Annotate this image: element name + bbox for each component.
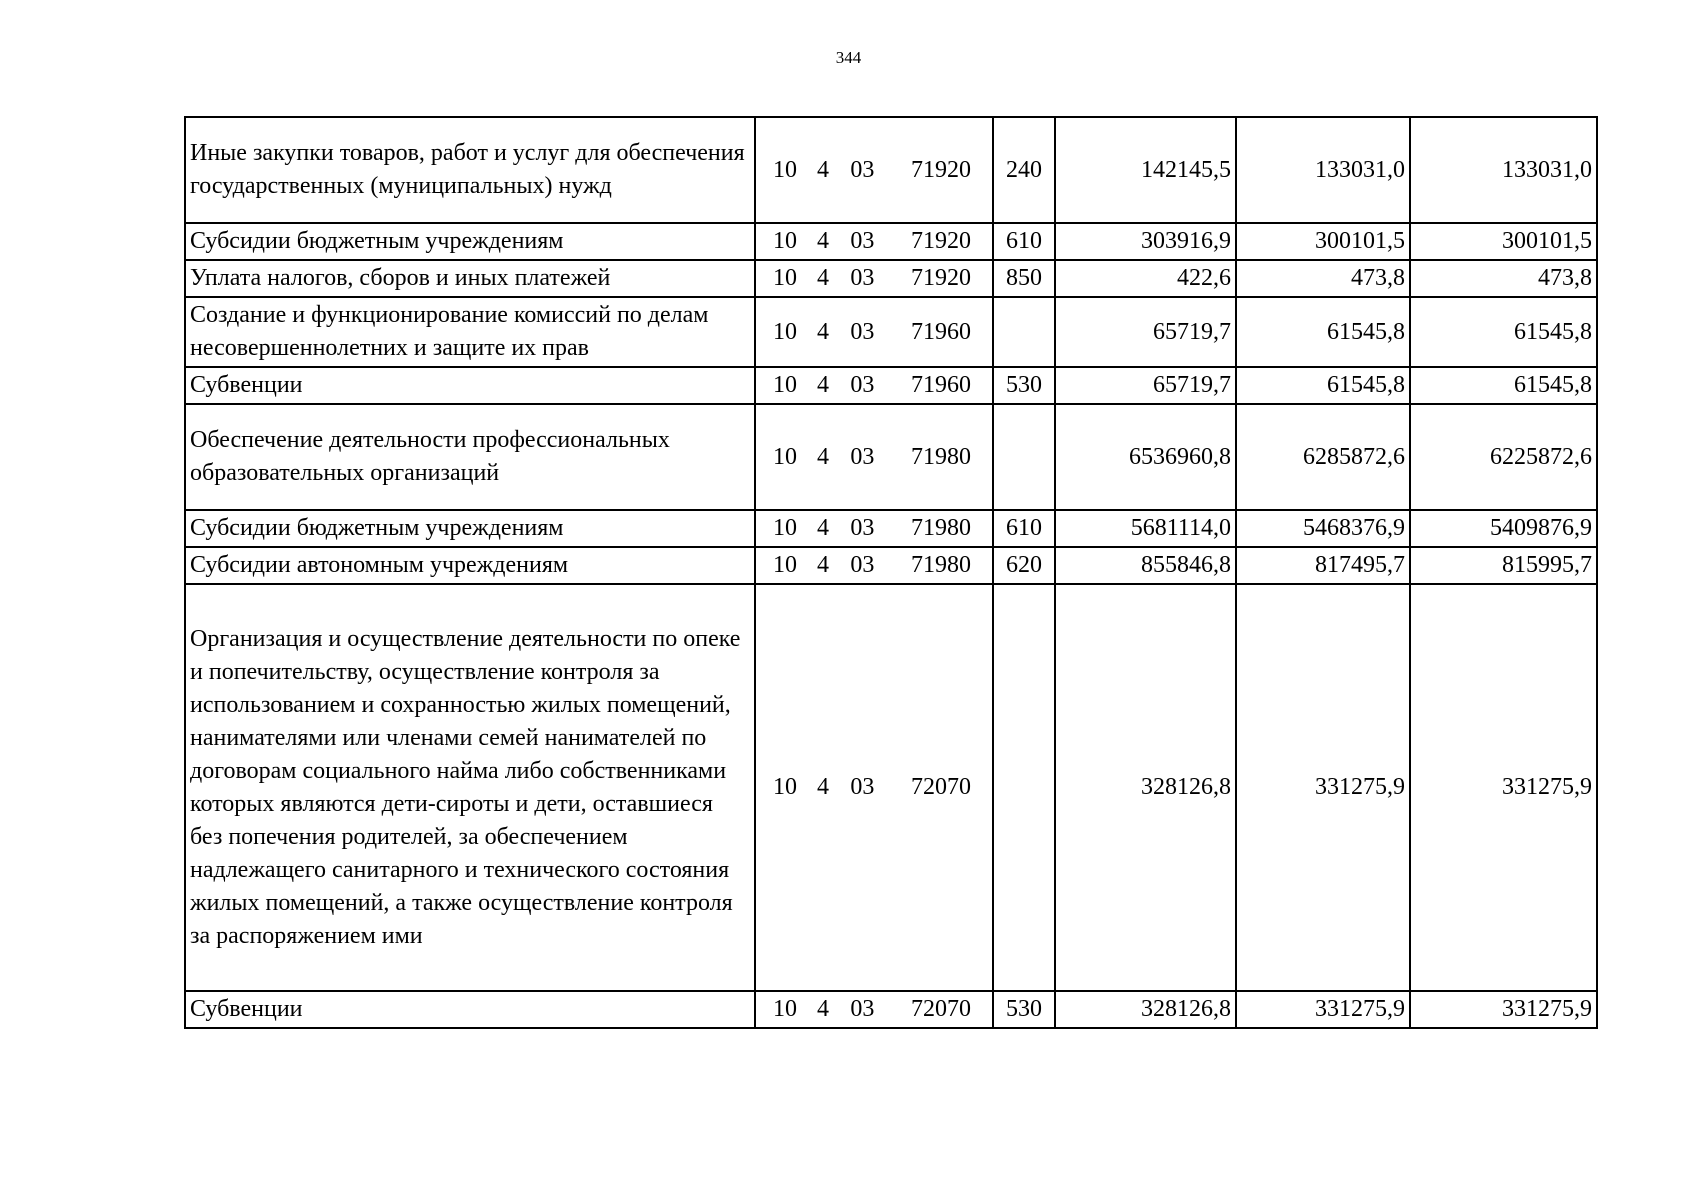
- program-code: 03: [850, 372, 875, 398]
- direction-code: 71920: [911, 156, 972, 183]
- direction-code: 72070: [911, 774, 972, 800]
- amount-year-3: 815995,7: [1410, 547, 1597, 584]
- expense-type-code: 240: [993, 117, 1055, 223]
- program-code: 03: [850, 552, 875, 578]
- table-row: [185, 367, 1597, 404]
- amount-year-2: 61545,8: [1236, 367, 1410, 404]
- row-name: Субсидии автономным учреждениям: [190, 552, 569, 578]
- amount-year-1: 142145,5: [1055, 117, 1236, 223]
- row-name-cell: [185, 404, 755, 510]
- row-codes-cell: [755, 404, 993, 510]
- amount-year-3: 61545,8: [1410, 367, 1597, 404]
- expense-type-code: 530: [993, 991, 1055, 1028]
- section-code: 10: [773, 515, 797, 541]
- program-code: 03: [850, 156, 875, 183]
- table-row: [185, 297, 1597, 367]
- section-code: 10: [773, 443, 797, 470]
- row-name-cell: [185, 367, 755, 404]
- table-row: [185, 260, 1597, 297]
- row-name-cell: [185, 117, 755, 223]
- direction-code: 71960: [911, 372, 972, 398]
- section-code: 10: [773, 318, 797, 345]
- row-codes-cell: [755, 297, 993, 367]
- amount-year-1: 6536960,8: [1055, 404, 1236, 510]
- amount-year-3: 331275,9: [1410, 991, 1597, 1028]
- amount-year-1: 65719,7: [1055, 297, 1236, 367]
- section-code: 10: [773, 156, 797, 183]
- row-codes-cell: [755, 117, 993, 223]
- subsection-code: 4: [816, 265, 829, 291]
- row-codes-cell: [755, 991, 993, 1028]
- subsection-code: 4: [816, 228, 829, 254]
- row-codes-cell: [755, 547, 993, 584]
- table-row: [185, 223, 1597, 260]
- row-name: Иные закупки товаров, работ и услуг для обеспечения государственных (муниципальных) нужд: [190, 140, 745, 199]
- subsection-code: 4: [816, 156, 829, 183]
- amount-year-3: 6225872,6: [1410, 404, 1597, 510]
- program-code: 03: [850, 228, 875, 254]
- amount-year-1: 303916,9: [1055, 223, 1236, 260]
- subsection-code: 4: [816, 372, 829, 398]
- amount-year-1: 422,6: [1055, 260, 1236, 297]
- section-code: 10: [773, 228, 797, 254]
- row-name: Уплата налогов, сборов и иных платежей: [190, 265, 611, 291]
- expense-type-code: 610: [993, 223, 1055, 260]
- amount-year-2: 331275,9: [1236, 584, 1410, 991]
- amount-year-1: 328126,8: [1055, 991, 1236, 1028]
- expense-type-code: 620: [993, 547, 1055, 584]
- amount-year-2: 817495,7: [1236, 547, 1410, 584]
- amount-year-2: 6285872,6: [1236, 404, 1410, 510]
- direction-code: 71980: [911, 443, 972, 470]
- table-row: [185, 991, 1597, 1028]
- expense-type-code: [993, 404, 1055, 510]
- section-code: 10: [773, 552, 797, 578]
- row-name: Субвенции: [190, 372, 303, 398]
- table-row: [185, 510, 1597, 547]
- expense-type-code: [993, 584, 1055, 991]
- row-name: Создание и функционирование комиссий по делам несовершеннолетних и защите их прав: [190, 302, 709, 361]
- row-name: Субвенции: [190, 996, 303, 1022]
- row-name: Субсидии бюджетным учреждениям: [190, 515, 564, 541]
- row-name-cell: [185, 260, 755, 297]
- subsection-code: 4: [816, 443, 829, 470]
- program-code: 03: [850, 515, 875, 541]
- subsection-code: 4: [816, 774, 829, 800]
- amount-year-3: 473,8: [1410, 260, 1597, 297]
- row-codes-cell: [755, 584, 993, 991]
- program-code: 03: [850, 443, 875, 470]
- row-codes-cell: [755, 223, 993, 260]
- amount-year-1: 328126,8: [1055, 584, 1236, 991]
- row-name-cell: [185, 547, 755, 584]
- row-name: Субсидии бюджетным учреждениям: [190, 228, 564, 254]
- section-code: 10: [773, 372, 797, 398]
- direction-code: 71920: [911, 228, 972, 254]
- row-codes-cell: [755, 260, 993, 297]
- expense-type-code: 850: [993, 260, 1055, 297]
- amount-year-2: 473,8: [1236, 260, 1410, 297]
- amount-year-2: 300101,5: [1236, 223, 1410, 260]
- row-name-cell: [185, 223, 755, 260]
- expense-type-code: 530: [993, 367, 1055, 404]
- expense-type-code: [993, 297, 1055, 367]
- amount-year-3: 300101,5: [1410, 223, 1597, 260]
- table-row: [185, 584, 1597, 991]
- amount-year-2: 133031,0: [1236, 117, 1410, 223]
- subsection-code: 4: [816, 552, 829, 578]
- table-row: [185, 547, 1597, 584]
- expense-type-code: 610: [993, 510, 1055, 547]
- row-name-cell: [185, 584, 755, 991]
- amount-year-2: 61545,8: [1236, 297, 1410, 367]
- amount-year-3: 5409876,9: [1410, 510, 1597, 547]
- section-code: 10: [773, 996, 797, 1022]
- amount-year-1: 5681114,0: [1055, 510, 1236, 547]
- program-code: 03: [850, 774, 875, 800]
- direction-code: 71980: [911, 552, 972, 578]
- program-code: 03: [850, 265, 875, 291]
- amount-year-2: 5468376,9: [1236, 510, 1410, 547]
- table-row: [185, 404, 1597, 510]
- section-code: 10: [773, 774, 797, 800]
- row-codes-cell: [755, 510, 993, 547]
- subsection-code: 4: [816, 996, 829, 1022]
- subsection-code: 4: [816, 318, 829, 345]
- row-name-cell: [185, 991, 755, 1028]
- amount-year-1: 855846,8: [1055, 547, 1236, 584]
- row-codes-cell: [755, 367, 993, 404]
- row-name-cell: [185, 510, 755, 547]
- page-number: 344: [835, 48, 862, 67]
- subsection-code: 4: [816, 515, 829, 541]
- amount-year-1: 65719,7: [1055, 367, 1236, 404]
- direction-code: 72070: [911, 996, 972, 1022]
- amount-year-2: 331275,9: [1236, 991, 1410, 1028]
- direction-code: 71920: [911, 265, 972, 291]
- program-code: 03: [850, 318, 875, 345]
- amount-year-3: 61545,8: [1410, 297, 1597, 367]
- section-code: 10: [773, 265, 797, 291]
- program-code: 03: [850, 996, 875, 1022]
- budget-table: [184, 116, 1598, 1029]
- row-name-cell: [185, 297, 755, 367]
- amount-year-3: 331275,9: [1410, 584, 1597, 991]
- amount-year-3: 133031,0: [1410, 117, 1597, 223]
- row-name: Обеспечение деятельности профессиональных образовательных организаций: [190, 427, 670, 486]
- table-row: [185, 117, 1597, 223]
- direction-code: 71980: [911, 515, 972, 541]
- direction-code: 71960: [911, 318, 972, 345]
- row-name: Организация и осуществление деятельности по опеке и попечительству, осуществление контроля за использованием и сохранностью жилых помещений, нанимателями или членами семей нанимателей по договорам социального найма либо собственниками которых являются дети-сироты и дети, оставшиеся без попечения родителей, за обеспечением надлежащего санитарного и технического состояния жилых помещений, а также осуществление контроля за распоряжением ими: [190, 625, 741, 949]
